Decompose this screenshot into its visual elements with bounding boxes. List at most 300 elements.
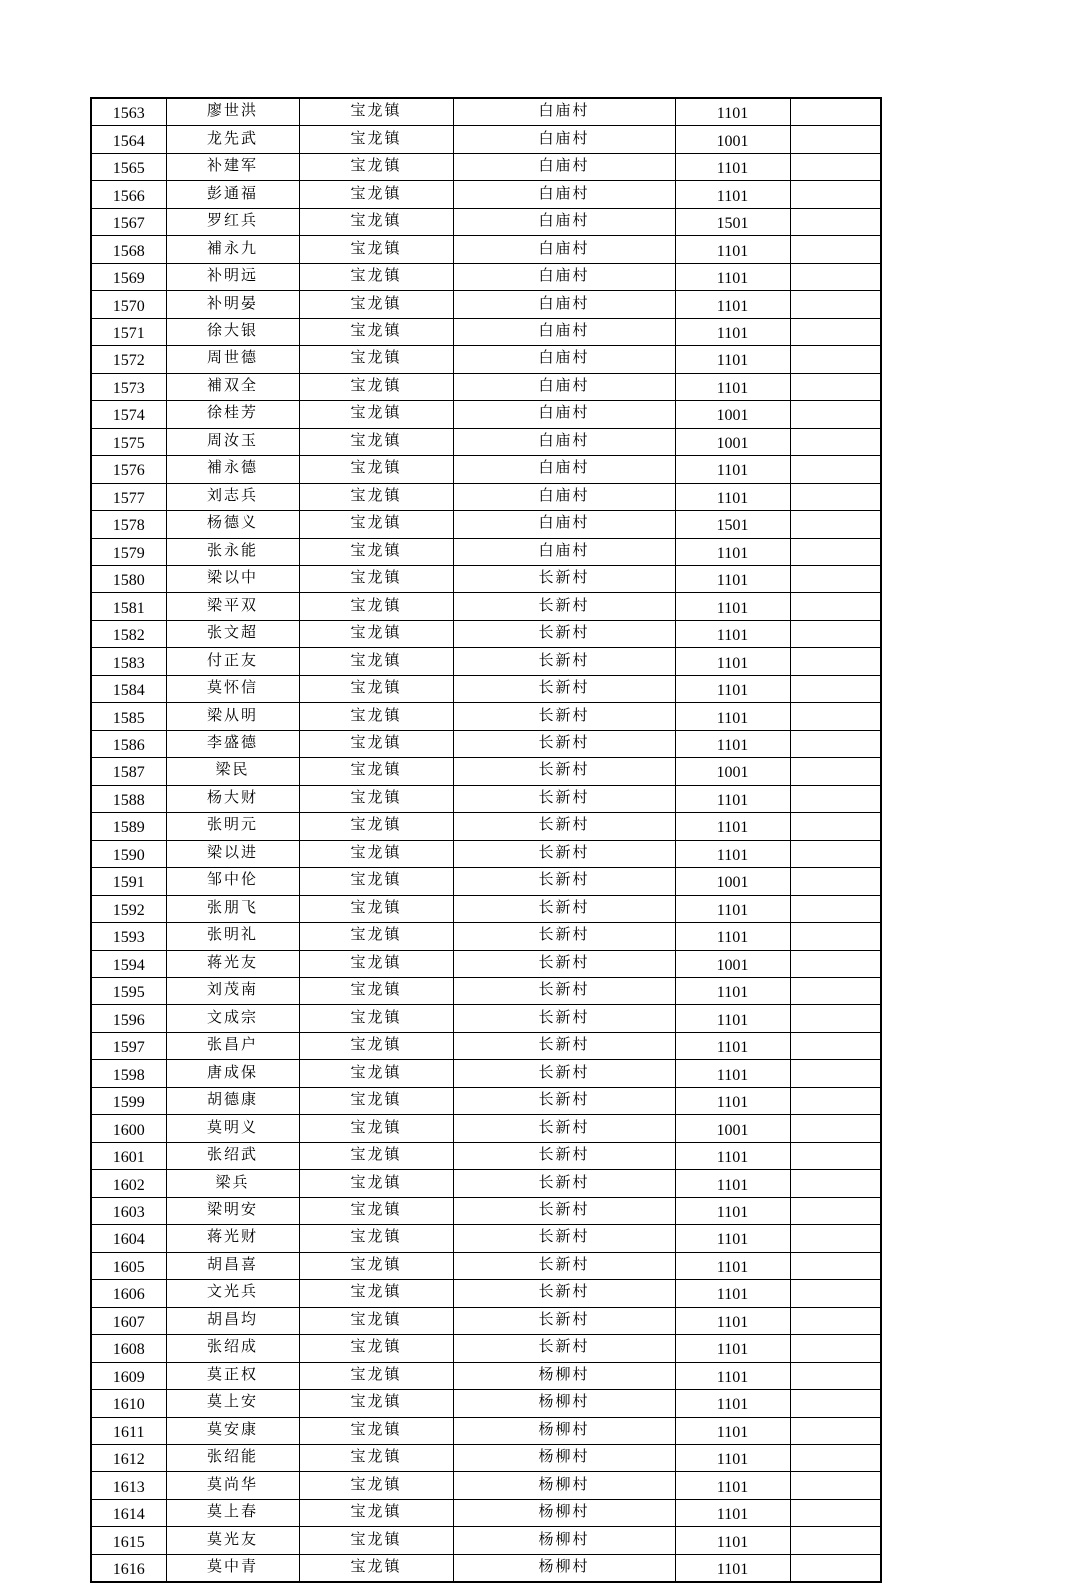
village-cell: 长新村 bbox=[453, 1252, 675, 1279]
table-row bbox=[91, 291, 881, 318]
village-cell: 杨柳村 bbox=[453, 1417, 675, 1444]
table-row bbox=[91, 620, 881, 647]
table-row bbox=[91, 813, 881, 840]
code-cell: 1101 bbox=[675, 703, 790, 730]
row-number-cell: 1576 bbox=[91, 456, 166, 483]
table-row bbox=[91, 923, 881, 950]
row-number-cell: 1592 bbox=[91, 895, 166, 922]
village-cell: 白庙村 bbox=[453, 538, 675, 565]
row-number-cell: 1575 bbox=[91, 428, 166, 455]
code-cell: 1101 bbox=[675, 236, 790, 263]
code-cell: 1101 bbox=[675, 538, 790, 565]
note-cell bbox=[790, 895, 881, 922]
village-cell: 长新村 bbox=[453, 1335, 675, 1362]
table-row bbox=[91, 895, 881, 922]
code-cell: 1101 bbox=[675, 1252, 790, 1279]
row-number-cell: 1616 bbox=[91, 1554, 166, 1582]
name-cell: 莫明义 bbox=[166, 1115, 299, 1142]
row-number-cell: 1580 bbox=[91, 565, 166, 592]
row-number-cell: 1563 bbox=[91, 98, 166, 126]
note-cell bbox=[790, 511, 881, 538]
table-row bbox=[91, 1472, 881, 1499]
note-cell bbox=[790, 1060, 881, 1087]
village-cell: 长新村 bbox=[453, 675, 675, 702]
note-cell bbox=[790, 923, 881, 950]
town-cell: 宝龙镇 bbox=[299, 236, 453, 263]
name-cell: 莫正权 bbox=[166, 1362, 299, 1389]
row-number-cell: 1579 bbox=[91, 538, 166, 565]
note-cell bbox=[790, 483, 881, 510]
note-cell bbox=[790, 730, 881, 757]
name-cell: 梁民 bbox=[166, 758, 299, 785]
code-cell: 1101 bbox=[675, 1197, 790, 1224]
note-cell bbox=[790, 1197, 881, 1224]
table-row bbox=[91, 153, 881, 180]
village-cell: 白庙村 bbox=[453, 98, 675, 126]
name-cell: 蒋光财 bbox=[166, 1225, 299, 1252]
table-row bbox=[91, 1225, 881, 1252]
table-row bbox=[91, 1444, 881, 1471]
village-cell: 白庙村 bbox=[453, 126, 675, 153]
code-cell: 1501 bbox=[675, 511, 790, 538]
row-number-cell: 1585 bbox=[91, 703, 166, 730]
village-cell: 长新村 bbox=[453, 1225, 675, 1252]
table-row bbox=[91, 730, 881, 757]
code-cell: 1101 bbox=[675, 346, 790, 373]
town-cell: 宝龙镇 bbox=[299, 511, 453, 538]
name-cell: 罗红兵 bbox=[166, 208, 299, 235]
table-row bbox=[91, 703, 881, 730]
note-cell bbox=[790, 98, 881, 126]
town-cell: 宝龙镇 bbox=[299, 703, 453, 730]
name-cell: 彭通福 bbox=[166, 181, 299, 208]
table-row bbox=[91, 428, 881, 455]
row-number-cell: 1566 bbox=[91, 181, 166, 208]
town-cell: 宝龙镇 bbox=[299, 373, 453, 400]
note-cell bbox=[790, 318, 881, 345]
town-cell: 宝龙镇 bbox=[299, 483, 453, 510]
name-cell: 補双全 bbox=[166, 373, 299, 400]
town-cell: 宝龙镇 bbox=[299, 1527, 453, 1554]
village-cell: 白庙村 bbox=[453, 291, 675, 318]
code-cell: 1101 bbox=[675, 1005, 790, 1032]
row-number-cell: 1599 bbox=[91, 1087, 166, 1114]
table-row bbox=[91, 208, 881, 235]
town-cell: 宝龙镇 bbox=[299, 428, 453, 455]
note-cell bbox=[790, 813, 881, 840]
row-number-cell: 1573 bbox=[91, 373, 166, 400]
row-number-cell: 1597 bbox=[91, 1032, 166, 1059]
town-cell: 宝龙镇 bbox=[299, 730, 453, 757]
village-cell: 白庙村 bbox=[453, 456, 675, 483]
note-cell bbox=[790, 1170, 881, 1197]
town-cell: 宝龙镇 bbox=[299, 1307, 453, 1334]
town-cell: 宝龙镇 bbox=[299, 1417, 453, 1444]
row-number-cell: 1582 bbox=[91, 620, 166, 647]
row-number-cell: 1569 bbox=[91, 263, 166, 290]
village-cell: 白庙村 bbox=[453, 511, 675, 538]
code-cell: 1101 bbox=[675, 1527, 790, 1554]
name-cell: 唐成保 bbox=[166, 1060, 299, 1087]
note-cell bbox=[790, 758, 881, 785]
name-cell: 文光兵 bbox=[166, 1280, 299, 1307]
name-cell: 龙先武 bbox=[166, 126, 299, 153]
name-cell: 徐大银 bbox=[166, 318, 299, 345]
table-row bbox=[91, 401, 881, 428]
town-cell: 宝龙镇 bbox=[299, 895, 453, 922]
name-cell: 廖世洪 bbox=[166, 98, 299, 126]
village-cell: 白庙村 bbox=[453, 346, 675, 373]
note-cell bbox=[790, 181, 881, 208]
table-row bbox=[91, 1335, 881, 1362]
note-cell bbox=[790, 428, 881, 455]
village-cell: 长新村 bbox=[453, 813, 675, 840]
row-number-cell: 1604 bbox=[91, 1225, 166, 1252]
row-number-cell: 1591 bbox=[91, 868, 166, 895]
table-row bbox=[91, 840, 881, 867]
note-cell bbox=[790, 1280, 881, 1307]
note-cell bbox=[790, 263, 881, 290]
table-row bbox=[91, 593, 881, 620]
code-cell: 1101 bbox=[675, 98, 790, 126]
village-cell: 长新村 bbox=[453, 785, 675, 812]
row-number-cell: 1600 bbox=[91, 1115, 166, 1142]
note-cell bbox=[790, 346, 881, 373]
name-cell: 補永九 bbox=[166, 236, 299, 263]
note-cell bbox=[790, 785, 881, 812]
town-cell: 宝龙镇 bbox=[299, 126, 453, 153]
village-cell: 杨柳村 bbox=[453, 1362, 675, 1389]
code-cell: 1101 bbox=[675, 1390, 790, 1417]
code-cell: 1101 bbox=[675, 978, 790, 1005]
town-cell: 宝龙镇 bbox=[299, 1472, 453, 1499]
code-cell: 1101 bbox=[675, 1170, 790, 1197]
code-cell: 1101 bbox=[675, 840, 790, 867]
row-number-cell: 1572 bbox=[91, 346, 166, 373]
code-cell: 1101 bbox=[675, 483, 790, 510]
table-row bbox=[91, 126, 881, 153]
note-cell bbox=[790, 1032, 881, 1059]
town-cell: 宝龙镇 bbox=[299, 950, 453, 977]
village-cell: 长新村 bbox=[453, 1307, 675, 1334]
name-cell: 周世德 bbox=[166, 346, 299, 373]
code-cell: 1101 bbox=[675, 181, 790, 208]
row-number-cell: 1610 bbox=[91, 1390, 166, 1417]
name-cell: 蒋光友 bbox=[166, 950, 299, 977]
row-number-cell: 1603 bbox=[91, 1197, 166, 1224]
town-cell: 宝龙镇 bbox=[299, 98, 453, 126]
town-cell: 宝龙镇 bbox=[299, 1225, 453, 1252]
table-row bbox=[91, 1060, 881, 1087]
village-cell: 杨柳村 bbox=[453, 1499, 675, 1526]
note-cell bbox=[790, 1499, 881, 1526]
name-cell: 莫光友 bbox=[166, 1527, 299, 1554]
note-cell bbox=[790, 1362, 881, 1389]
table-row bbox=[91, 236, 881, 263]
code-cell: 1101 bbox=[675, 1417, 790, 1444]
code-cell: 1101 bbox=[675, 1032, 790, 1059]
name-cell: 胡德康 bbox=[166, 1087, 299, 1114]
name-cell: 张昌户 bbox=[166, 1032, 299, 1059]
code-cell: 1001 bbox=[675, 126, 790, 153]
note-cell bbox=[790, 236, 881, 263]
code-cell: 1101 bbox=[675, 675, 790, 702]
code-cell: 1101 bbox=[675, 593, 790, 620]
village-cell: 长新村 bbox=[453, 593, 675, 620]
row-number-cell: 1583 bbox=[91, 648, 166, 675]
village-cell: 长新村 bbox=[453, 620, 675, 647]
village-cell: 白庙村 bbox=[453, 318, 675, 345]
note-cell bbox=[790, 1335, 881, 1362]
note-cell bbox=[790, 208, 881, 235]
table-row bbox=[91, 565, 881, 592]
village-cell: 杨柳村 bbox=[453, 1444, 675, 1471]
note-cell bbox=[790, 565, 881, 592]
row-number-cell: 1607 bbox=[91, 1307, 166, 1334]
code-cell: 1101 bbox=[675, 1472, 790, 1499]
town-cell: 宝龙镇 bbox=[299, 565, 453, 592]
town-cell: 宝龙镇 bbox=[299, 1362, 453, 1389]
table-row bbox=[91, 1362, 881, 1389]
row-number-cell: 1588 bbox=[91, 785, 166, 812]
table-row bbox=[91, 263, 881, 290]
code-cell: 1101 bbox=[675, 895, 790, 922]
table-row bbox=[91, 648, 881, 675]
name-cell: 杨德义 bbox=[166, 511, 299, 538]
row-number-cell: 1593 bbox=[91, 923, 166, 950]
table-row bbox=[91, 538, 881, 565]
village-cell: 杨柳村 bbox=[453, 1390, 675, 1417]
village-cell: 长新村 bbox=[453, 1087, 675, 1114]
name-cell: 张朋飞 bbox=[166, 895, 299, 922]
row-number-cell: 1564 bbox=[91, 126, 166, 153]
town-cell: 宝龙镇 bbox=[299, 840, 453, 867]
town-cell: 宝龙镇 bbox=[299, 1252, 453, 1279]
code-cell: 1101 bbox=[675, 373, 790, 400]
note-cell bbox=[790, 840, 881, 867]
table-row bbox=[91, 950, 881, 977]
village-cell: 长新村 bbox=[453, 1280, 675, 1307]
note-cell bbox=[790, 1554, 881, 1582]
name-cell: 刘志兵 bbox=[166, 483, 299, 510]
table-row bbox=[91, 1280, 881, 1307]
town-cell: 宝龙镇 bbox=[299, 785, 453, 812]
village-cell: 长新村 bbox=[453, 648, 675, 675]
table-row bbox=[91, 373, 881, 400]
town-cell: 宝龙镇 bbox=[299, 675, 453, 702]
village-cell: 长新村 bbox=[453, 923, 675, 950]
note-cell bbox=[790, 1115, 881, 1142]
row-number-cell: 1594 bbox=[91, 950, 166, 977]
town-cell: 宝龙镇 bbox=[299, 648, 453, 675]
row-number-cell: 1590 bbox=[91, 840, 166, 867]
note-cell bbox=[790, 153, 881, 180]
village-cell: 长新村 bbox=[453, 1032, 675, 1059]
village-cell: 白庙村 bbox=[453, 181, 675, 208]
village-cell: 长新村 bbox=[453, 703, 675, 730]
town-cell: 宝龙镇 bbox=[299, 1390, 453, 1417]
code-cell: 1101 bbox=[675, 620, 790, 647]
table-row bbox=[91, 785, 881, 812]
town-cell: 宝龙镇 bbox=[299, 758, 453, 785]
name-cell: 莫尚华 bbox=[166, 1472, 299, 1499]
data-table bbox=[90, 97, 882, 1583]
row-number-cell: 1615 bbox=[91, 1527, 166, 1554]
name-cell: 张文超 bbox=[166, 620, 299, 647]
code-cell: 1101 bbox=[675, 1087, 790, 1114]
code-cell: 1101 bbox=[675, 1307, 790, 1334]
row-number-cell: 1608 bbox=[91, 1335, 166, 1362]
row-number-cell: 1570 bbox=[91, 291, 166, 318]
row-number-cell: 1587 bbox=[91, 758, 166, 785]
village-cell: 长新村 bbox=[453, 978, 675, 1005]
name-cell: 李盛德 bbox=[166, 730, 299, 757]
row-number-cell: 1609 bbox=[91, 1362, 166, 1389]
code-cell: 1101 bbox=[675, 1142, 790, 1169]
row-number-cell: 1614 bbox=[91, 1499, 166, 1526]
code-cell: 1101 bbox=[675, 648, 790, 675]
note-cell bbox=[790, 1225, 881, 1252]
name-cell: 莫上春 bbox=[166, 1499, 299, 1526]
row-number-cell: 1584 bbox=[91, 675, 166, 702]
row-number-cell: 1605 bbox=[91, 1252, 166, 1279]
name-cell: 周汝玉 bbox=[166, 428, 299, 455]
name-cell: 徐桂芳 bbox=[166, 401, 299, 428]
table-row bbox=[91, 98, 881, 126]
row-number-cell: 1568 bbox=[91, 236, 166, 263]
code-cell: 1101 bbox=[675, 263, 790, 290]
name-cell: 张明礼 bbox=[166, 923, 299, 950]
town-cell: 宝龙镇 bbox=[299, 1335, 453, 1362]
table-row bbox=[91, 1115, 881, 1142]
table-row bbox=[91, 181, 881, 208]
table-row bbox=[91, 1142, 881, 1169]
village-cell: 白庙村 bbox=[453, 483, 675, 510]
town-cell: 宝龙镇 bbox=[299, 1170, 453, 1197]
code-cell: 1101 bbox=[675, 1335, 790, 1362]
town-cell: 宝龙镇 bbox=[299, 813, 453, 840]
code-cell: 1101 bbox=[675, 565, 790, 592]
town-cell: 宝龙镇 bbox=[299, 868, 453, 895]
village-cell: 白庙村 bbox=[453, 263, 675, 290]
name-cell: 付正友 bbox=[166, 648, 299, 675]
village-cell: 长新村 bbox=[453, 1005, 675, 1032]
village-cell: 白庙村 bbox=[453, 236, 675, 263]
note-cell bbox=[790, 1142, 881, 1169]
name-cell: 梁兵 bbox=[166, 1170, 299, 1197]
town-cell: 宝龙镇 bbox=[299, 1280, 453, 1307]
row-number-cell: 1602 bbox=[91, 1170, 166, 1197]
name-cell: 张绍武 bbox=[166, 1142, 299, 1169]
note-cell bbox=[790, 648, 881, 675]
table-body bbox=[91, 98, 881, 1582]
code-cell: 1101 bbox=[675, 318, 790, 345]
village-cell: 杨柳村 bbox=[453, 1472, 675, 1499]
note-cell bbox=[790, 675, 881, 702]
name-cell: 梁明安 bbox=[166, 1197, 299, 1224]
code-cell: 1101 bbox=[675, 785, 790, 812]
name-cell: 莫中青 bbox=[166, 1554, 299, 1582]
table-row bbox=[91, 456, 881, 483]
village-cell: 长新村 bbox=[453, 565, 675, 592]
row-number-cell: 1613 bbox=[91, 1472, 166, 1499]
town-cell: 宝龙镇 bbox=[299, 1005, 453, 1032]
row-number-cell: 1571 bbox=[91, 318, 166, 345]
code-cell: 1101 bbox=[675, 1499, 790, 1526]
code-cell: 1001 bbox=[675, 868, 790, 895]
code-cell: 1101 bbox=[675, 923, 790, 950]
village-cell: 长新村 bbox=[453, 950, 675, 977]
note-cell bbox=[790, 703, 881, 730]
table-row bbox=[91, 1417, 881, 1444]
code-cell: 1001 bbox=[675, 950, 790, 977]
code-cell: 1101 bbox=[675, 291, 790, 318]
table-row bbox=[91, 1527, 881, 1554]
row-number-cell: 1577 bbox=[91, 483, 166, 510]
table-row bbox=[91, 1032, 881, 1059]
name-cell: 张绍能 bbox=[166, 1444, 299, 1471]
name-cell: 补建军 bbox=[166, 153, 299, 180]
row-number-cell: 1606 bbox=[91, 1280, 166, 1307]
row-number-cell: 1601 bbox=[91, 1142, 166, 1169]
name-cell: 胡昌均 bbox=[166, 1307, 299, 1334]
note-cell bbox=[790, 1527, 881, 1554]
code-cell: 1101 bbox=[675, 1444, 790, 1471]
name-cell: 莫安康 bbox=[166, 1417, 299, 1444]
name-cell: 胡昌喜 bbox=[166, 1252, 299, 1279]
table-row bbox=[91, 346, 881, 373]
code-cell: 1501 bbox=[675, 208, 790, 235]
table-row bbox=[91, 483, 881, 510]
table-row bbox=[91, 675, 881, 702]
village-cell: 杨柳村 bbox=[453, 1554, 675, 1582]
village-cell: 长新村 bbox=[453, 1142, 675, 1169]
village-cell: 杨柳村 bbox=[453, 1527, 675, 1554]
name-cell: 文成宗 bbox=[166, 1005, 299, 1032]
code-cell: 1101 bbox=[675, 1280, 790, 1307]
village-cell: 长新村 bbox=[453, 730, 675, 757]
village-cell: 长新村 bbox=[453, 1060, 675, 1087]
town-cell: 宝龙镇 bbox=[299, 401, 453, 428]
row-number-cell: 1611 bbox=[91, 1417, 166, 1444]
code-cell: 1101 bbox=[675, 730, 790, 757]
note-cell bbox=[790, 978, 881, 1005]
row-number-cell: 1567 bbox=[91, 208, 166, 235]
name-cell: 補永德 bbox=[166, 456, 299, 483]
town-cell: 宝龙镇 bbox=[299, 538, 453, 565]
name-cell: 莫怀信 bbox=[166, 675, 299, 702]
town-cell: 宝龙镇 bbox=[299, 593, 453, 620]
note-cell bbox=[790, 1390, 881, 1417]
town-cell: 宝龙镇 bbox=[299, 1087, 453, 1114]
table-row bbox=[91, 868, 881, 895]
village-cell: 长新村 bbox=[453, 1115, 675, 1142]
row-number-cell: 1565 bbox=[91, 153, 166, 180]
code-cell: 1101 bbox=[675, 456, 790, 483]
note-cell bbox=[790, 1307, 881, 1334]
code-cell: 1101 bbox=[675, 1554, 790, 1582]
name-cell: 梁从明 bbox=[166, 703, 299, 730]
table-row bbox=[91, 1252, 881, 1279]
village-cell: 白庙村 bbox=[453, 428, 675, 455]
note-cell bbox=[790, 1005, 881, 1032]
code-cell: 1101 bbox=[675, 1060, 790, 1087]
town-cell: 宝龙镇 bbox=[299, 153, 453, 180]
table-row bbox=[91, 1307, 881, 1334]
table-row bbox=[91, 1390, 881, 1417]
table-row bbox=[91, 1554, 881, 1582]
table-row bbox=[91, 978, 881, 1005]
